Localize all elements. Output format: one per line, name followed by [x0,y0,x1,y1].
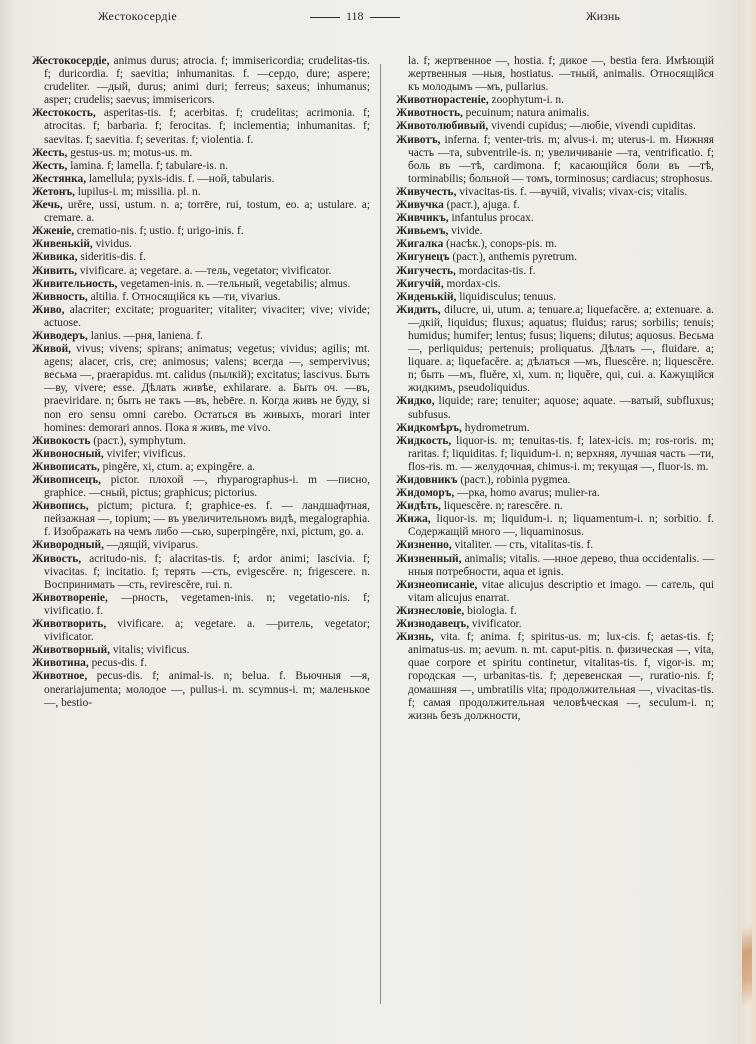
dictionary-entry [396,435,714,474]
entry-definition: pictor. плохой —, rhyparographus-i. m —писно, graphice. —сный, pictus; graphicus; pictorius. [44,474,370,500]
entry-headword: Живительность, [32,277,118,290]
entry-headword: Жечь, [32,199,63,212]
dictionary-entry [32,461,370,474]
entry-headword: Жидовникъ [396,474,458,486]
entry-headword: Жидкомѣръ, [396,421,462,434]
entry-headword: Живчикъ, [396,212,449,225]
entry-definition: crematio-nis. f; ustio. f; urigo-inis. f. [74,225,244,238]
entry-headword: Животолюбивый, [396,120,489,133]
dictionary-entry [396,278,714,291]
entry-headword: Жигалка [396,238,444,251]
entry-definition: gestus-us. m; motus-us. m. [67,146,193,159]
entry-definition: lamellula; pyxis-idis. f. —ной, tabularis. [86,172,275,185]
dictionary-entry [32,618,370,644]
entry-definition: vivificare. a; vegetare. a. —тель, vegetator; vivificator. [77,264,332,277]
dictionary-entry [396,513,714,539]
running-head-right: Жизнь [586,9,620,23]
dictionary-entry [32,238,370,251]
entry-headword: Жизнь, [396,631,434,644]
entry-definition: asperitas-tis. f; acerbitas. f; crudelitas; acrimonia. f; atrocitas. f; barbaria. f; ferocitas. f; inclementia; inhumanitas. f; saevitas. f; saevitia. f; severitas. f; violentia. f. [44,107,370,146]
page-number-value: 118 [346,9,364,23]
dictionary-entry [396,107,714,120]
entry-definition: vita. f; anima. f; spiritus-us. m; lux-cis. f; aetas-tis. f; animatus-us. m; aevum. n. mt. caput-pitis. n. физическая —, vita, quae corpore et spiritu continetur, vitalitas-tis. f, vigor-is. m; городская —, urbanitas-tis. f; деревенская —, ruratio-nis. f; домашняя —, umbratilis vita; продолжительная —, vivacitas-tis. f; самая продолжительная человѣческая —, seculum-i. n; жизнь безъ должности, [408,631,714,722]
entry-definition: liquor-is. m; liquidum-i. n; liquamentum-i. n; sorbitio. f. Содержащій много —, liquaminosus. [408,513,714,539]
entry-definition: pictum; pictura. f; graphice-es. f. — ландшафтная, пейзажная —, topium; — въ увеличительномъ видѣ, megalographia. f. Изображать на чемъ либо —сью, superpingĕre, nxi, pictum, go. a. [44,500,370,539]
dictionary-entry [32,291,370,304]
dictionary-entry [396,212,714,225]
dictionary-entry [32,55,370,107]
dictionary-entry [32,186,370,199]
entry-headword: Жигучесть, [396,264,456,277]
entry-headword: Животворить, [32,618,107,631]
entry-definition: —рка, homo avarus; mulier-ra. [454,487,600,500]
column-divider [380,64,381,1004]
dictionary-entry [32,304,370,330]
entry-definition: pecuinum; natura animalis. [462,107,590,120]
page-tear [742,874,752,1004]
entry-definition: (раст.), robinia pygmea. [457,474,571,486]
entry-headword: Живой, [32,343,72,356]
entry-definition: mordax-cis. [443,277,501,290]
dictionary-entry [32,147,370,160]
running-head-left: Жестокосердіе [98,9,178,23]
entry-definition: biologia. f. [464,604,517,617]
entry-definition: sideritis-dis. f. [77,251,146,264]
dictionary-entry [396,579,714,605]
dictionary-entry [32,199,370,225]
entry-definition: inferna. f; venter-tris. m; alvus-i. m; uterus-i. m. Нижняя часть —та, subventrile-is. n; увеличиваніе —та, ventrificatio. f; боль въ —тѣ, cardimona. f; касающійся боли въ —тѣ, torminabilis; больной — томъ, torminosus; cardiacus; strophosus. [408,133,714,185]
entry-definition: liquescĕre. n; rarescĕre. n. [440,500,563,513]
entry-definition: vivide. [448,225,483,238]
dictionary-entry [396,55,714,94]
entry-headword: Животность, [396,107,463,120]
entry-definition: vivendi cupidus; —любіе, vivendi cupiditas. [488,120,696,133]
entry-headword: Жигунецъ [396,251,450,264]
dictionary-entry [32,278,370,291]
entry-headword: Живенькій, [32,238,93,251]
dictionary-entry [32,592,370,618]
entry-headword: Жженіе, [32,225,75,238]
dictionary-entry [396,199,714,212]
dictionary-entry [396,120,714,133]
dictionary-entry [396,618,714,631]
dictionary-entry [32,160,370,173]
entry-definition: vitaliter. — сть, vitalitas-tis. f. [451,539,594,552]
entry-headword: Жидѣть, [396,500,441,513]
entry-headword: Жестокосердіе, [32,55,110,67]
entry-headword: Животвореніе, [32,591,108,604]
dictionary-entry [32,265,370,278]
entry-definition: vivificator. [469,618,522,631]
entry-definition: pingĕre, xi, ctum. a; expingĕre. a. [99,460,256,473]
entry-definition: —дящій, viviparus. [103,539,199,552]
entry-headword: Живо, [32,303,65,316]
dictionary-entry [396,487,714,500]
entry-headword: Живучка [396,199,444,212]
dictionary-entry [396,631,714,723]
entry-headword: Жизнеописаніе, [396,578,478,591]
entry-headword: Животъ, [396,133,441,146]
entry-definition: pecus-dis. f. [88,657,147,670]
entry-headword: Жестянка, [32,172,87,185]
entry-definition: vivus; vivens; spirans; animatus; vegetus; vividus; agilis; mt. agens; alacer, cris, cre; animosus; valens; всегда —, sempervivus; весьма —, praerapidus. mt. calidus (пылкій); excitatus; lascivus. Быть —ву, vivere; esse. Дѣлать живѣе, exhilarare. a. Быть оч. —въ, praeviridare. n; быть не такъ —въ, hebēre. n. Когда живъ не буду, si non ero sensu omni carebo. Остаться въ живыхъ, morari inter homines: demorari annos. Пока я живъ, me vivo. [44,343,370,434]
entry-definition: —рность, vegetamen-inis. n; vegetatio-nis. f; vivificatio. f. [44,591,370,617]
entry-definition: zoophytum-i. n. [488,94,564,107]
dictionary-entry [32,225,370,238]
entry-headword: Живика, [32,251,78,264]
entry-definition: vitae alicujus descriptio et imago. — сатель, qui vitam alicujus enarrat. [408,578,714,604]
entry-definition: (раст.), symphytum. [90,434,186,447]
entry-headword: Живоносный, [32,447,104,460]
entry-headword: Животнорастеніе, [396,94,489,107]
entry-definition: urĕre, ussi, ustum. n. a; torrēre, rui, tostum, eo. a; ustulare. a; cremare. a. [44,199,370,225]
entry-headword: Живокость [32,434,91,447]
entry-headword: Животворный, [32,644,111,657]
entry-headword: Жетонъ, [32,185,75,198]
dictionary-entry [32,474,370,500]
entry-headword: Живопись, [32,500,89,513]
entry-headword: Жизнодавецъ, [396,618,470,631]
dictionary-entry [32,500,370,539]
entry-definition: la. f; жертвенное —, hostia. f; дикое —, bestia fera. Имѣющій жертвенныя —ныя, hostiatus. —тный, animalis. Относящійся къ молодымъ —мъ, pullarius. [408,55,714,94]
entry-definition: vivifer; vivificus. [103,447,186,460]
dictionary-entry [32,657,370,670]
entry-definition: pecus-dis. f; animal-is. n; belua. f. Вьючныя —я, onerariajumenta; молодое —, pullus-i. m. scymnus-i. m; маленькое —, bestio- [44,670,370,709]
dictionary-entry [396,186,714,199]
dictionary-entry [396,304,714,396]
dictionary-entry [32,107,370,146]
entry-headword: Жизненно, [396,539,452,552]
entry-headword: Живить, [32,264,78,277]
dictionary-entry [396,291,714,304]
entry-headword: Жидко, [396,395,435,408]
entry-definition: (раст.), anthemis pyretrum. [449,251,578,264]
dictionary-entry [396,553,714,579]
entry-headword: Живописецъ, [32,474,102,486]
dictionary-entry [32,539,370,552]
entry-headword: Жигучій, [396,277,444,290]
entry-headword: Живость, [32,552,82,565]
running-head [0,0,738,30]
entry-definition: liquidisculus; tenuus. [456,290,557,303]
entry-definition: (раст.), ajuga. f. [443,199,520,212]
entry-headword: Жидоморъ, [396,487,455,500]
entry-definition: vegetamen-inis. n. —тельный, vegetabilis; almus. [117,277,351,290]
entry-definition: alacriter; excitate; proguariter; vitaliter; vivaciter; vive; vivide; actuose. [44,303,370,329]
entry-definition: animus durus; atrocia. f; immisericordia; crudelitas-tis. f; duricordia. f; saevitia; inhumanitas. f. —сердо, dure; aspere; crudeliter. —дый, durus; animi duri; ferreus; saxeus; inhumanus; asper; crudelis; saevus; immisericors. [44,55,370,107]
entry-definition: dilucre, ui, utum. a; tenuare.a; liquefacĕre. a; extenuare. a. —дкій, liquidus; fluxus; aquatus; fluidus; rarus; sorbilis; tenuis; humidus; humifer; lentus; fusus; liquens; dilutus; aquosus. Весьма —, perliquidus; pertenuis; proliquatus. Дѣлать —, fluidare. a; liquare. a; liquefacĕre. a; дѣлаться —мъ, fluescĕre. n; liquescĕre. n; быть —мъ, fluĕre, xi, xum. n; liquĕre, qui, cui. a. Кажущійся жидкимъ, pseudoliquidus. [408,303,714,395]
dictionary-entry [396,474,714,487]
dictionary-entry [396,395,714,421]
dictionary-entry [32,173,370,186]
dictionary-entry [32,343,370,435]
page-number [304,9,406,24]
entry-headword: Живородный, [32,539,104,552]
dictionary-entry [32,251,370,264]
entry-definition: vitalis; vivificus. [110,644,190,657]
entry-headword: Живодеръ, [32,329,88,342]
entry-definition: vividus. [92,238,133,251]
entry-definition: (насѣк.), conops-pis. m. [443,238,557,251]
entry-headword: Жидить, [396,303,441,316]
dictionary-entry [396,605,714,618]
entry-headword: Жесть, [32,159,68,172]
entry-definition: hydrometrum. [461,421,530,434]
dictionary-entry [396,94,714,107]
entry-headword: Жизненный, [396,552,462,565]
entry-definition: mordacitas-tis. f. [455,264,536,277]
entry-headword: Жиденькій, [396,290,457,303]
entry-headword: Жесть, [32,146,68,159]
dash-right [370,17,400,18]
entry-definition: acritudo-nis. f; alacritas-tis. f; ardor animi; lascivia. f; vivacitas. f; incitatio. f; терять —сть, evigescĕre. n; frigescere. n. Воспринимать —сть, revirescĕre, rui. n. [44,552,370,591]
entry-headword: Живность, [32,290,88,303]
dictionary-entry [32,670,370,709]
dash-left [310,17,340,18]
entry-headword: Жестокость, [32,107,96,120]
entry-headword: Жидкость, [396,434,452,447]
entry-headword: Живописать, [32,460,100,473]
dictionary-entry [32,330,370,343]
page-edge [738,0,756,1044]
entry-headword: Жизнесловіе, [396,604,465,617]
entry-definition: vivacitas-tis. f. —вучій, vivalis; vivax-cis; vitalis. [456,185,688,198]
left-column [32,55,370,710]
entry-definition: vivificare. a; vegetare. a. —ритель, vegetator; vivificator. [44,618,370,644]
dictionary-entry [32,448,370,461]
entry-headword: Животина, [32,657,89,670]
dictionary-entry [396,500,714,513]
dictionary-entry [396,251,714,264]
dictionary-entry [396,422,714,435]
entry-definition: animalis; vitalis. —нное дерево, thua occidentalis. —нныя потребности, aqua et ignis. [408,552,714,578]
dictionary-entry [32,553,370,592]
entry-definition: liquide; rare; tenuiter; aquose; aquate. —ватый, subfluxus; subfusus. [408,395,714,421]
entry-definition: liquor-is. m; tenuitas-tis. f; latex-icis. m; ros-roris. m; raritas. f; liquiditas. f; liquidum-i. n; верхняя, лучшая часть —ти, flos-ris. m. — желудочная, chimus-i. m; текущая —, fluor-is. m. [408,434,714,473]
entry-headword: Жижа, [396,513,431,526]
entry-headword: Живьемъ, [396,225,449,238]
dictionary-entry [396,238,714,251]
right-column [396,55,714,723]
entry-headword: Живучесть, [396,185,457,198]
dictionary-entry [396,265,714,278]
dictionary-entry [32,644,370,657]
dictionary-entry [32,435,370,448]
entry-definition: altilia. f. Относящійся къ —ти, vivarius. [87,290,281,303]
entry-definition: lamina. f; lamella. f; tabulare-is. n. [67,159,229,172]
entry-definition: lupilus-i. m; missilia. pl. n. [74,185,201,198]
dictionary-entry [396,539,714,552]
entry-definition: lanius. —рня, laniena. f. [87,329,204,342]
entry-definition: infantulus procax. [448,212,534,225]
dictionary-entry [396,225,714,238]
entry-headword: Животное, [32,670,88,683]
dictionary-entry [396,134,714,186]
